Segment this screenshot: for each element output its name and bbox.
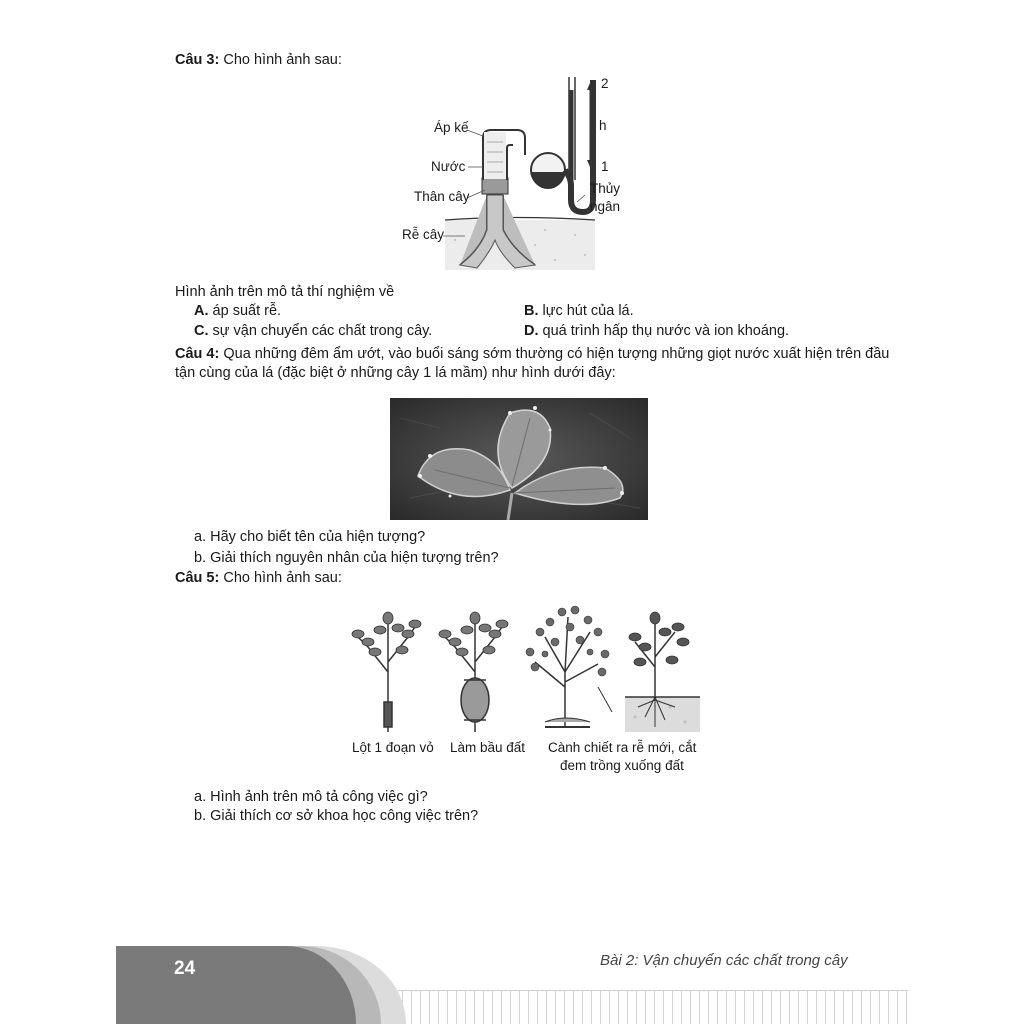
air-layering-figure — [340, 592, 710, 737]
leaf-guttation-photo — [390, 398, 648, 520]
q4-text-line1: Qua những đêm ẩm ướt, vào buổi sáng sớm thường có hiện tượng những giọt nước xuất hiện trên đầu — [223, 346, 890, 362]
caption-soil-ball: Làm bầu đất — [450, 740, 526, 755]
q4-line1 — [175, 345, 889, 363]
footer-tab-dark — [116, 946, 356, 1024]
q3-label: Câu 3: — [175, 52, 220, 68]
q5-sub-a: a. Hình ảnh trên mô tả công việc gì? — [194, 789, 428, 805]
q3-prompt: Hình ảnh trên mô tả thí nghiệm về — [175, 284, 395, 300]
q4-sub-a: a. Hãy cho biết tên của hiện tượng? — [194, 529, 426, 545]
caption-strip-bark: Lột 1 đoạn vỏ — [352, 740, 434, 755]
q5-heading — [175, 569, 342, 587]
option-text: lực hút của lá. — [542, 303, 634, 319]
label-mark-h: h — [599, 118, 607, 133]
q3-text: Cho hình ảnh sau: — [223, 52, 342, 68]
caption-planting-line2: đem trồng xuống đất — [560, 758, 684, 773]
label-than-cay: Thân cây — [414, 189, 470, 204]
q4-line2: tận cùng của lá (đặc biệt ở những cây 1 lá mầm) như hình dưới đây: — [175, 365, 616, 381]
q3-option-d[interactable] — [524, 322, 789, 340]
label-mark-2: 2 — [601, 76, 609, 91]
q3-option-b[interactable] — [524, 302, 634, 320]
option-key: C. — [194, 323, 209, 339]
option-key: D. — [524, 323, 539, 339]
q3-option-c[interactable] — [194, 322, 432, 340]
option-key: A. — [194, 303, 209, 319]
label-re-cay: Rễ cây — [402, 227, 445, 242]
label-ngan: ngân — [590, 199, 621, 214]
q3-option-a[interactable] — [194, 302, 281, 320]
q3-heading — [175, 51, 342, 69]
option-text: áp suất rễ. — [212, 303, 282, 319]
option-text: quá trình hấp thụ nước và ion khoáng. — [542, 323, 790, 339]
label-mark-1: 1 — [601, 159, 609, 174]
label-thuy: Thủy — [590, 181, 621, 196]
label-nuoc: Nước — [431, 159, 466, 174]
q4-sub-b: b. Giải thích nguyên nhân của hiện tượng trên? — [194, 550, 499, 566]
chapter-title: Bài 2: Vận chuyển các chất trong cây — [600, 952, 848, 969]
q5-sub-b: b. Giải thích cơ sở khoa học công việc trên? — [194, 808, 479, 824]
label-ap-ke: Áp kế — [434, 120, 469, 135]
page-number: 24 — [174, 958, 196, 979]
option-key: B. — [524, 303, 539, 319]
q5-label: Câu 5: — [175, 570, 220, 586]
caption-planting-line1: Cành chiết ra rễ mới, cắt — [548, 740, 697, 755]
option-text: sự vận chuyển các chất trong cây. — [212, 323, 433, 339]
footer-ruler-pattern — [330, 990, 908, 1024]
q5-text: Cho hình ảnh sau: — [223, 570, 342, 586]
q4-label: Câu 4: — [175, 346, 220, 362]
